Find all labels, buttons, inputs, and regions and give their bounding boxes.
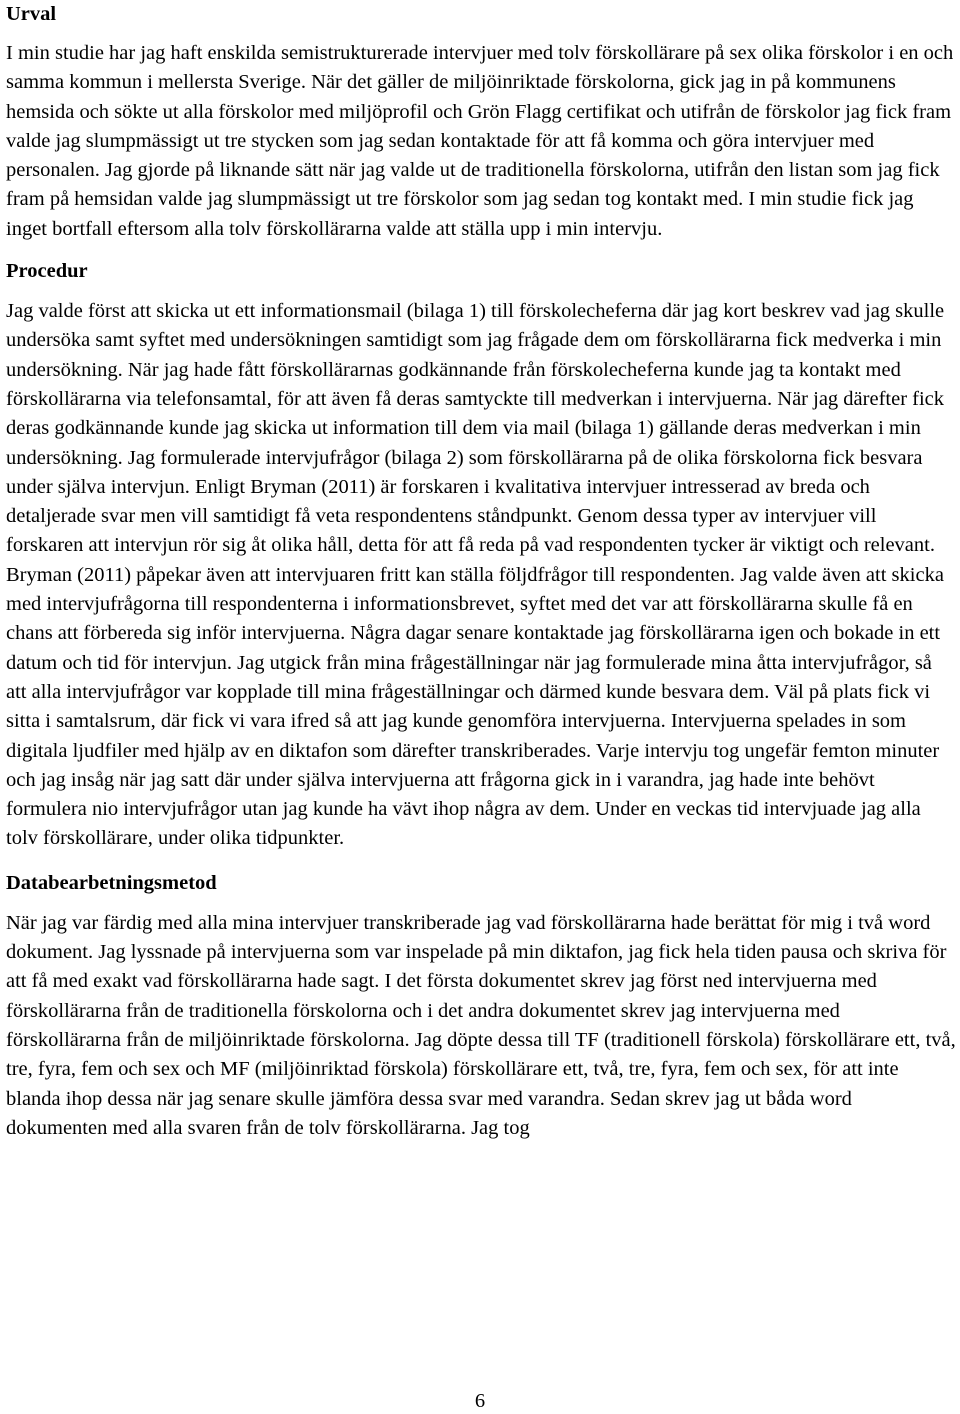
section-heading-procedur: Procedur — [6, 260, 88, 283]
document-page — [6, 0, 956, 1143]
section-body-urval: I min studie har jag haft enskilda semistrukturerade intervjuer med tolv förskollärare på sex olika förskolor i en och samma kommun i mellersta Sverige. När det gäller de miljöinriktade förskolorna, gick jag in på kommunens hemsida och sökte ut alla förskolor med miljöprofil och Grön Flagg certifikat och utifrån de förskolor jag fick fram valde jag slumpmässigt ut tre stycken som jag sedan kontaktade för att få komma och göra intervjuer med personalen. Jag gjorde på liknande sätt när jag valde ut de traditionella förskolorna, utifrån den listan som jag fick fram på hemsidan valde jag slumpmässigt ut tre förskolor som jag sedan tog kontakt med. I min studie fick jag inget bortfall eftersom alla tolv förskollärarna valde att ställa upp i min intervju. — [6, 42, 954, 240]
section-body-procedur: Jag valde först att skicka ut ett informationsmail (bilaga 1) till förskolecheferna där jag kort beskrev vad jag skulle undersöka samt syftet med undersökningen samtidigt som jag frågade dem om förskollärarna fick medverka i min undersökning. När jag hade fått förskollärarnas godkännande från förskolecheferna kunde jag ta kontakt med förskollärarna via telefonsamtal, för att även få deras samtyckte till medverkan i intervjuerna. När jag därefter fick deras godkännande kunde jag skicka ut information till dem via mail (bilaga 1) gällande deras medverkan i min undersökning. Jag formulerade intervjufrågor (bilaga 2) som förskollärarna på de olika förskolorna fick besvara under själva intervjun. Enligt Bryman (2011) är forskaren i kvalitativa intervjuer intresserad av breda och detaljerade svar men vill samtidigt få veta respondentens ståndpunkt. Genom dessa typer av intervjuer vill forskaren att intervjun rör sig åt olika håll, detta för att få reda på vad respondenten tycker är viktigt och relevant. Bryman (2011) påpekar även att intervjuaren fritt kan ställa följdfrågor till respondenten. Jag valde även att skicka med intervjufrågorna till respondenterna i informationsbrevet, syftet med det var att förskollärarna skulle få en chans att förbereda sig inför intervjuerna. Några dagar senare kontaktade jag förskollärarna igen och bokade in ett datum och tid för intervjun. Jag utgick från mina frågeställningar när jag formulerade mina åtta intervjufrågor, så att alla intervjufrågor var kopplade till mina frågeställningar och därmed kunde besvara dem. Väl på plats fick vi sitta i samtalsrum, där fick vi vara ifred så att jag kunde genomföra intervjuerna. Intervjuerna spelades in som digitala ljudfiler med hjälp av en diktafon som därefter transkriberades. Varje intervju tog ungefär femton minuter och jag insåg när jag satt där under själva intervjuerna att frågorna gick in i varandra, jag hade inte behövt formulera nio intervjufrågor utan jag kunde ha vävt ihop några av dem. Under en veckas tid intervjuade jag alla tolv förskollärare, under olika tidpunkter. — [6, 300, 945, 850]
section-heading-databearbetningsmetod: Databearbetningsmetod — [6, 871, 217, 894]
section-heading-urval: Urval — [6, 3, 57, 25]
page-number: 6 — [474, 1390, 486, 1412]
section-body-databearbetningsmetod: När jag var färdig med alla mina intervjuer transkriberade jag vad förskollärarna hade berättat för mig i två word dokument. Jag lyssnade på intervjuerna som var inspelade på min diktafon, jag fick hela tiden pausa och skriva för att få med exakt vad förskollärarna hade sagt. I det första dokumentet skrev jag först ned intervjuerna med förskollärarna från de traditionella förskolorna och i det andra dokumentet skrev jag intervjuerna med förskollärarna från de miljöinriktade förskolorna. Jag döpte dessa till TF (traditionell förskola) förskollärare ett, två, tre, fyra, fem och sex och MF (miljöinriktad förskola) förskollärare ett, två, tre, fyra, fem och sex, för att inte blanda ihop dessa när jag senare skulle jämföra dessa svar med varandra. Sedan skrev jag ut båda word dokumenten med alla svaren från de tolv förskollärarna. Jag tog — [6, 911, 956, 1139]
